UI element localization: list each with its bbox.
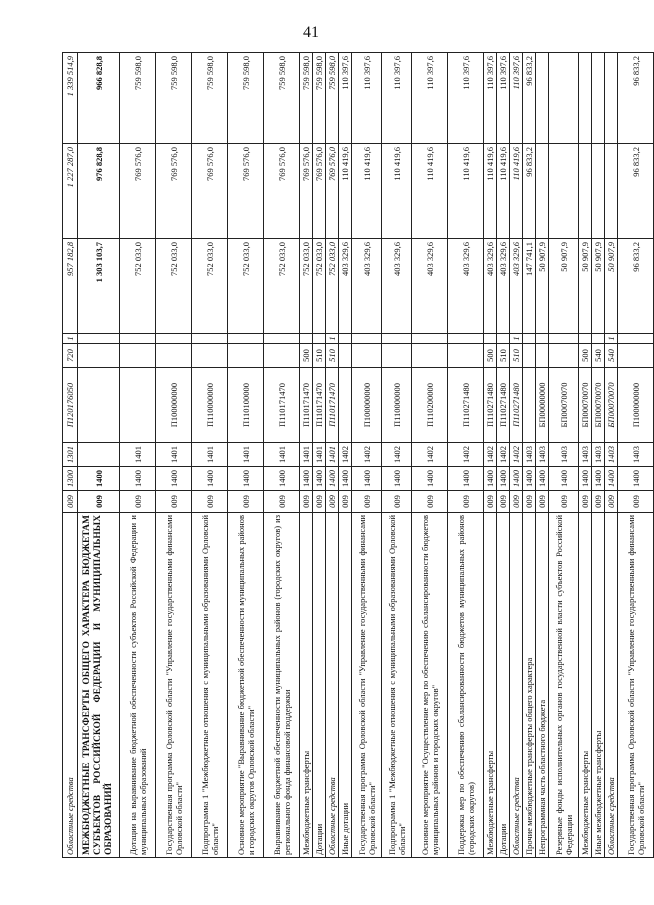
table-cell-amount-3: 1 339 514,9	[63, 53, 78, 144]
table-cell-section: 1400	[412, 467, 448, 491]
table-cell-target-article	[339, 368, 352, 443]
table-cell-section: 1400	[78, 467, 120, 491]
table-row	[484, 53, 497, 858]
table-cell-amount-1: 752 033,0	[326, 239, 339, 334]
table-cell-name: Межбюджетные трансферты	[300, 513, 313, 858]
table-cell-amount-2: 769 576,0	[300, 144, 313, 239]
table-cell-name: Подпрограмма 1 "Межбюджетные отношения с муниципальными образованиями Орловской области"	[382, 513, 412, 858]
table-cell-expense-type: 500	[484, 344, 497, 368]
table-cell-fund-source	[448, 334, 484, 344]
table-cell-section: 1400	[192, 467, 228, 491]
table-cell-amount-1: 50 907,9	[592, 239, 605, 334]
table-cell-amount-1: 403 329,6	[448, 239, 484, 334]
table-cell-target-article: БП00070070	[592, 368, 605, 443]
table-cell-amount-1: 403 329,6	[484, 239, 497, 334]
table-row	[339, 53, 352, 858]
table-cell-amount-1: 403 329,6	[412, 239, 448, 334]
table-cell-name: Поддержка мер по обеспечению сбалансированности бюджетов муниципальных районов (городских округов)	[448, 513, 484, 858]
table-cell-amount-2	[592, 144, 605, 239]
table-cell-name: Областные средства	[63, 513, 78, 858]
table-cell-amount-1: 752 033,0	[264, 239, 300, 334]
table-cell-ministry: 009	[264, 491, 300, 513]
table-cell-amount-1: 1 303 103,7	[78, 239, 120, 334]
table-cell-expense-type: 510	[326, 344, 339, 368]
table-cell-amount-1: 50 907,9	[579, 239, 592, 334]
table-cell-amount-3: 759 598,0	[326, 53, 339, 144]
table-cell-amount-1: 957 182,8	[63, 239, 78, 334]
table-cell-name: Дотации	[313, 513, 326, 858]
table-cell-amount-2: 769 576,0	[120, 144, 156, 239]
table-cell-subsection: 1403	[523, 443, 536, 467]
table-cell-ministry: 009	[412, 491, 448, 513]
table-cell-section: 1400	[352, 467, 382, 491]
table-cell-section: 1400	[264, 467, 300, 491]
table-cell-fund-source: 1	[63, 334, 78, 344]
table-cell-section: 1400	[536, 467, 549, 491]
table-row	[300, 53, 313, 858]
table-cell-ministry: 009	[120, 491, 156, 513]
table-cell-target-article: П100000000	[352, 368, 382, 443]
table-cell-subsection: 1402	[412, 443, 448, 467]
table-cell-fund-source	[549, 334, 579, 344]
table-cell-section: 1300	[63, 467, 78, 491]
table-cell-amount-2: 769 576,0	[313, 144, 326, 239]
table-cell-amount-1: 96 833,2	[618, 239, 654, 334]
table-cell-fund-source: 1	[326, 334, 339, 344]
table-cell-ministry: 009	[228, 491, 264, 513]
table-cell-ministry: 009	[326, 491, 339, 513]
table-cell-name: Подпрограмма 1 "Межбюджетные отношения с муниципальными образованиями Орловской области"	[192, 513, 228, 858]
table-cell-expense-type	[78, 344, 120, 368]
table-cell-expense-type: 510	[510, 344, 523, 368]
table-cell-ministry: 009	[497, 491, 510, 513]
table-cell-target-article: П110171470	[326, 368, 339, 443]
table-cell-name: Государственная программа Орловской области "Управление государственными финансами Орловской области"	[156, 513, 192, 858]
table-cell-name: МЕЖБЮДЖЕТНЫЕ ТРАНСФЕРТЫ ОБЩЕГО ХАРАКТЕРА БЮДЖЕТАМ СУБЪЕКТОВ РОССИЙСКОЙ ФЕДЕРАЦИИ И МУНИЦИПАЛЬНЫХ ОБРАЗОВАНИЙ	[78, 513, 120, 858]
table-cell-fund-source	[618, 334, 654, 344]
table-cell-subsection	[78, 443, 120, 467]
table-row	[448, 53, 484, 858]
table-row	[536, 53, 549, 858]
table-cell-name: Основное мероприятие "Осуществление мер по обеспечению сбалансированности бюджетов муниципальных районов и городских округов"	[412, 513, 448, 858]
table-cell-ministry: 009	[300, 491, 313, 513]
table-cell-subsection: 1401	[300, 443, 313, 467]
table-cell-ministry: 009	[484, 491, 497, 513]
table-cell-amount-2: 110 419,6	[412, 144, 448, 239]
table-cell-fund-source	[120, 334, 156, 344]
table-cell-amount-3	[536, 53, 549, 144]
table-cell-amount-3: 759 598,0	[156, 53, 192, 144]
table-cell-section: 1400	[313, 467, 326, 491]
table-cell-subsection: 1402	[339, 443, 352, 467]
table-cell-amount-1: 403 329,6	[339, 239, 352, 334]
table-cell-expense-type	[448, 344, 484, 368]
table-cell-target-article	[523, 368, 536, 443]
table-row	[412, 53, 448, 858]
table-cell-fund-source: 1	[605, 334, 618, 344]
table-cell-expense-type: 510	[313, 344, 326, 368]
table-cell-amount-3: 759 598,0	[192, 53, 228, 144]
table-cell-amount-2	[579, 144, 592, 239]
table-cell-amount-2: 110 419,6	[497, 144, 510, 239]
table-cell-name: Дотации на выравнивание бюджетной обеспеченности субъектов Российской Федерации и муниципальных образований	[120, 513, 156, 858]
budget-table	[62, 52, 654, 858]
table-row	[264, 53, 300, 858]
table-row	[326, 53, 339, 858]
table-cell-target-article: П100000000	[156, 368, 192, 443]
table-cell-subsection: 1401	[326, 443, 339, 467]
table-cell-expense-type	[339, 344, 352, 368]
table-cell-subsection: 1403	[605, 443, 618, 467]
table-cell-fund-source	[592, 334, 605, 344]
table-cell-target-article: БП00000000	[536, 368, 549, 443]
table-cell-section: 1400	[523, 467, 536, 491]
table-cell-ministry: 009	[618, 491, 654, 513]
table-cell-fund-source	[228, 334, 264, 344]
table-cell-name: Межбюджетные трансферты	[484, 513, 497, 858]
table-body	[63, 53, 654, 858]
table-cell-section: 1400	[448, 467, 484, 491]
table-cell-section: 1400	[484, 467, 497, 491]
table-cell-target-article: БП00070070	[549, 368, 579, 443]
table-cell-name: Основное мероприятие "Выравнивание бюджетной обеспеченности муниципальных районов и городских округов Орловской области"	[228, 513, 264, 858]
table-cell-expense-type	[156, 344, 192, 368]
table-cell-expense-type	[264, 344, 300, 368]
table-cell-fund-source	[484, 334, 497, 344]
table-cell-subsection: 1402	[484, 443, 497, 467]
table-cell-expense-type	[523, 344, 536, 368]
table-cell-name: Прочие межбюджетные трансферты общего характера	[523, 513, 536, 858]
table-cell-amount-3	[592, 53, 605, 144]
table-cell-amount-3: 96 833,2	[618, 53, 654, 144]
table-cell-name: Межбюджетные трансферты	[579, 513, 592, 858]
table-cell-amount-3: 110 397,6	[484, 53, 497, 144]
table-cell-fund-source: 1	[510, 334, 523, 344]
table-cell-amount-1: 50 907,9	[536, 239, 549, 334]
table-cell-expense-type	[120, 344, 156, 368]
table-cell-name: Резервные фонды исполнительных органов государственной власти субъектов Российской Федерации	[549, 513, 579, 858]
table-row	[592, 53, 605, 858]
table-cell-expense-type	[412, 344, 448, 368]
table-cell-section: 1400	[156, 467, 192, 491]
table-cell-amount-2: 769 576,0	[264, 144, 300, 239]
table-cell-name: Дотации	[497, 513, 510, 858]
table-cell-amount-2: 110 419,6	[510, 144, 523, 239]
table-cell-target-article: П110271480	[497, 368, 510, 443]
table-cell-subsection: 1403	[579, 443, 592, 467]
table-cell-amount-2: 110 419,6	[484, 144, 497, 239]
table-cell-fund-source	[78, 334, 120, 344]
table-cell-amount-2: 769 576,0	[228, 144, 264, 239]
table-cell-fund-source	[579, 334, 592, 344]
table-cell-expense-type: 540	[592, 344, 605, 368]
table-cell-subsection: 1401	[156, 443, 192, 467]
table-cell-section: 1400	[382, 467, 412, 491]
table-cell-target-article: БП00070070	[579, 368, 592, 443]
table-row	[352, 53, 382, 858]
table-cell-name: Государственная программа Орловской области "Управление государственными финансами Орловской области"	[352, 513, 382, 858]
table-cell-target-article: П120176050	[63, 368, 78, 443]
table-cell-amount-2	[536, 144, 549, 239]
table-cell-amount-3: 966 828,8	[78, 53, 120, 144]
table-cell-fund-source	[497, 334, 510, 344]
table-cell-ministry: 009	[156, 491, 192, 513]
table-cell-amount-3	[605, 53, 618, 144]
table-cell-amount-2: 96 833,2	[618, 144, 654, 239]
table-row	[618, 53, 654, 858]
table-cell-section: 1400	[510, 467, 523, 491]
table-cell-amount-3: 110 397,6	[510, 53, 523, 144]
table-cell-name: Выравнивание бюджетной обеспеченности муниципальных районов (городских округов) из регионального фонда финансовой поддержки	[264, 513, 300, 858]
table-cell-amount-1: 752 033,0	[313, 239, 326, 334]
table-cell-target-article: П100000000	[618, 368, 654, 443]
table-cell-amount-2: 110 419,6	[352, 144, 382, 239]
table-cell-subsection: 1402	[352, 443, 382, 467]
table-cell-name: Областные средства	[510, 513, 523, 858]
table-cell-amount-3: 110 397,6	[448, 53, 484, 144]
table-cell-amount-2: 96 833,2	[523, 144, 536, 239]
table-cell-amount-3	[549, 53, 579, 144]
table-cell-amount-2: 110 419,6	[382, 144, 412, 239]
table-cell-amount-1: 403 329,6	[510, 239, 523, 334]
table-cell-amount-3: 759 598,0	[120, 53, 156, 144]
table-cell-fund-source	[352, 334, 382, 344]
table-cell-name: Иные дотации	[339, 513, 352, 858]
table-cell-amount-3: 759 598,0	[228, 53, 264, 144]
table-cell-expense-type	[352, 344, 382, 368]
table-cell-section: 1400	[579, 467, 592, 491]
table-row	[63, 53, 78, 858]
table-cell-expense-type	[192, 344, 228, 368]
table-cell-fund-source	[264, 334, 300, 344]
table-cell-name: Областные средства	[326, 513, 339, 858]
table-cell-expense-type: 540	[605, 344, 618, 368]
table-cell-amount-2	[549, 144, 579, 239]
table-cell-section: 1400	[228, 467, 264, 491]
table-cell-target-article	[78, 368, 120, 443]
table-cell-subsection: 1403	[549, 443, 579, 467]
page-number: 41	[303, 24, 319, 41]
table-cell-amount-1: 752 033,0	[228, 239, 264, 334]
table-cell-ministry: 009	[448, 491, 484, 513]
table-cell-subsection: 1401	[313, 443, 326, 467]
table-row	[510, 53, 523, 858]
table-cell-amount-1: 403 329,6	[497, 239, 510, 334]
table-cell-target-article: П110171470	[313, 368, 326, 443]
table-cell-section: 1400	[120, 467, 156, 491]
table-row	[549, 53, 579, 858]
table-cell-subsection: 1403	[618, 443, 654, 467]
table-cell-subsection: 1301	[63, 443, 78, 467]
table-cell-ministry: 009	[605, 491, 618, 513]
table-cell-subsection: 1402	[510, 443, 523, 467]
table-cell-amount-1: 752 033,0	[300, 239, 313, 334]
table-cell-amount-2	[605, 144, 618, 239]
table-row	[192, 53, 228, 858]
table-row	[228, 53, 264, 858]
table-cell-fund-source	[523, 334, 536, 344]
table-cell-fund-source	[382, 334, 412, 344]
table-cell-amount-1: 50 907,9	[605, 239, 618, 334]
table-cell-section: 1400	[618, 467, 654, 491]
table-cell-subsection: 1402	[382, 443, 412, 467]
table-row	[78, 53, 120, 858]
table-cell-expense-type	[618, 344, 654, 368]
table-cell-target-article: П110000000	[382, 368, 412, 443]
table-cell-amount-3: 759 598,0	[264, 53, 300, 144]
table-cell-fund-source	[339, 334, 352, 344]
table-cell-amount-3: 110 397,6	[352, 53, 382, 144]
table-cell-target-article: П110000000	[192, 368, 228, 443]
table-cell-ministry: 009	[523, 491, 536, 513]
table-cell-amount-1: 752 033,0	[192, 239, 228, 334]
table-cell-ministry: 009	[339, 491, 352, 513]
table-cell-expense-type: 500	[579, 344, 592, 368]
table-cell-fund-source	[313, 334, 326, 344]
table-cell-target-article: П110100000	[228, 368, 264, 443]
table-row	[382, 53, 412, 858]
table-cell-amount-2: 769 576,0	[156, 144, 192, 239]
table-cell-amount-3: 110 397,6	[497, 53, 510, 144]
table-cell-fund-source	[192, 334, 228, 344]
table-cell-target-article: П110171470	[264, 368, 300, 443]
table-row	[120, 53, 156, 858]
table-row	[313, 53, 326, 858]
table-cell-amount-2: 110 419,6	[339, 144, 352, 239]
table-cell-amount-2: 1 227 287,0	[63, 144, 78, 239]
table-cell-expense-type: 510	[497, 344, 510, 368]
table-cell-amount-2: 769 576,0	[192, 144, 228, 239]
table-cell-amount-3: 96 833,2	[523, 53, 536, 144]
table-cell-expense-type: 720	[63, 344, 78, 368]
table-cell-amount-1: 403 329,6	[352, 239, 382, 334]
table-cell-section: 1400	[300, 467, 313, 491]
table-cell-ministry: 009	[192, 491, 228, 513]
table-cell-target-article: П110200000	[412, 368, 448, 443]
table-row	[523, 53, 536, 858]
table-cell-target-article: П110271480	[484, 368, 497, 443]
rotated-table-container	[62, 53, 646, 858]
table-cell-amount-3: 110 397,6	[339, 53, 352, 144]
table-cell-ministry: 009	[549, 491, 579, 513]
table-cell-target-article: П110271480	[448, 368, 484, 443]
table-cell-amount-3: 759 598,0	[300, 53, 313, 144]
table-cell-section: 1400	[605, 467, 618, 491]
table-cell-fund-source	[156, 334, 192, 344]
table-cell-fund-source	[412, 334, 448, 344]
table-cell-ministry: 009	[592, 491, 605, 513]
table-row	[579, 53, 592, 858]
table-row	[605, 53, 618, 858]
table-cell-target-article: П110271480	[510, 368, 523, 443]
table-cell-ministry: 009	[382, 491, 412, 513]
table-cell-amount-1: 752 033,0	[156, 239, 192, 334]
table-cell-amount-1: 50 907,9	[549, 239, 579, 334]
table-cell-expense-type: 500	[300, 344, 313, 368]
table-cell-subsection: 1403	[536, 443, 549, 467]
table-cell-fund-source	[300, 334, 313, 344]
table-cell-subsection: 1403	[592, 443, 605, 467]
table-cell-amount-1: 403 329,6	[382, 239, 412, 334]
table-cell-target-article: БП00070070	[605, 368, 618, 443]
table-cell-amount-3: 759 598,0	[313, 53, 326, 144]
table-cell-amount-2: 110 419,6	[448, 144, 484, 239]
table-cell-ministry: 009	[313, 491, 326, 513]
table-cell-target-article: П110171470	[300, 368, 313, 443]
table-cell-expense-type	[382, 344, 412, 368]
table-cell-ministry: 009	[536, 491, 549, 513]
table-cell-name: Государственная программа Орловской области "Управление государственными финансами Орловской области"	[618, 513, 654, 858]
table-cell-fund-source	[536, 334, 549, 344]
table-cell-subsection: 1401	[120, 443, 156, 467]
table-cell-section: 1400	[326, 467, 339, 491]
table-cell-name: Иные межбюджетные трансферты	[592, 513, 605, 858]
table-cell-ministry: 009	[510, 491, 523, 513]
table-cell-subsection: 1401	[264, 443, 300, 467]
table-cell-section: 1400	[592, 467, 605, 491]
table-cell-amount-1: 147 741,1	[523, 239, 536, 334]
table-cell-section: 1400	[549, 467, 579, 491]
table-cell-ministry: 009	[63, 491, 78, 513]
table-cell-subsection: 1402	[497, 443, 510, 467]
table-cell-ministry: 009	[579, 491, 592, 513]
table-cell-ministry: 009	[78, 491, 120, 513]
table-cell-section: 1400	[339, 467, 352, 491]
table-cell-expense-type	[228, 344, 264, 368]
table-cell-amount-3	[579, 53, 592, 144]
table-cell-subsection: 1401	[228, 443, 264, 467]
table-cell-amount-1: 752 033,0	[120, 239, 156, 334]
table-cell-expense-type	[549, 344, 579, 368]
table-cell-target-article	[120, 368, 156, 443]
table-cell-amount-2: 976 828,8	[78, 144, 120, 239]
table-cell-expense-type	[536, 344, 549, 368]
table-cell-section: 1400	[497, 467, 510, 491]
table-cell-name: Областные средства	[605, 513, 618, 858]
table-cell-amount-2: 769 576,0	[326, 144, 339, 239]
table-row	[156, 53, 192, 858]
table-cell-subsection: 1401	[192, 443, 228, 467]
table-cell-name: Непрограммная часть областного бюджета	[536, 513, 549, 858]
table-cell-subsection: 1402	[448, 443, 484, 467]
table-cell-amount-3: 110 397,6	[412, 53, 448, 144]
table-cell-ministry: 009	[352, 491, 382, 513]
table-cell-amount-3: 110 397,6	[382, 53, 412, 144]
table-row	[497, 53, 510, 858]
